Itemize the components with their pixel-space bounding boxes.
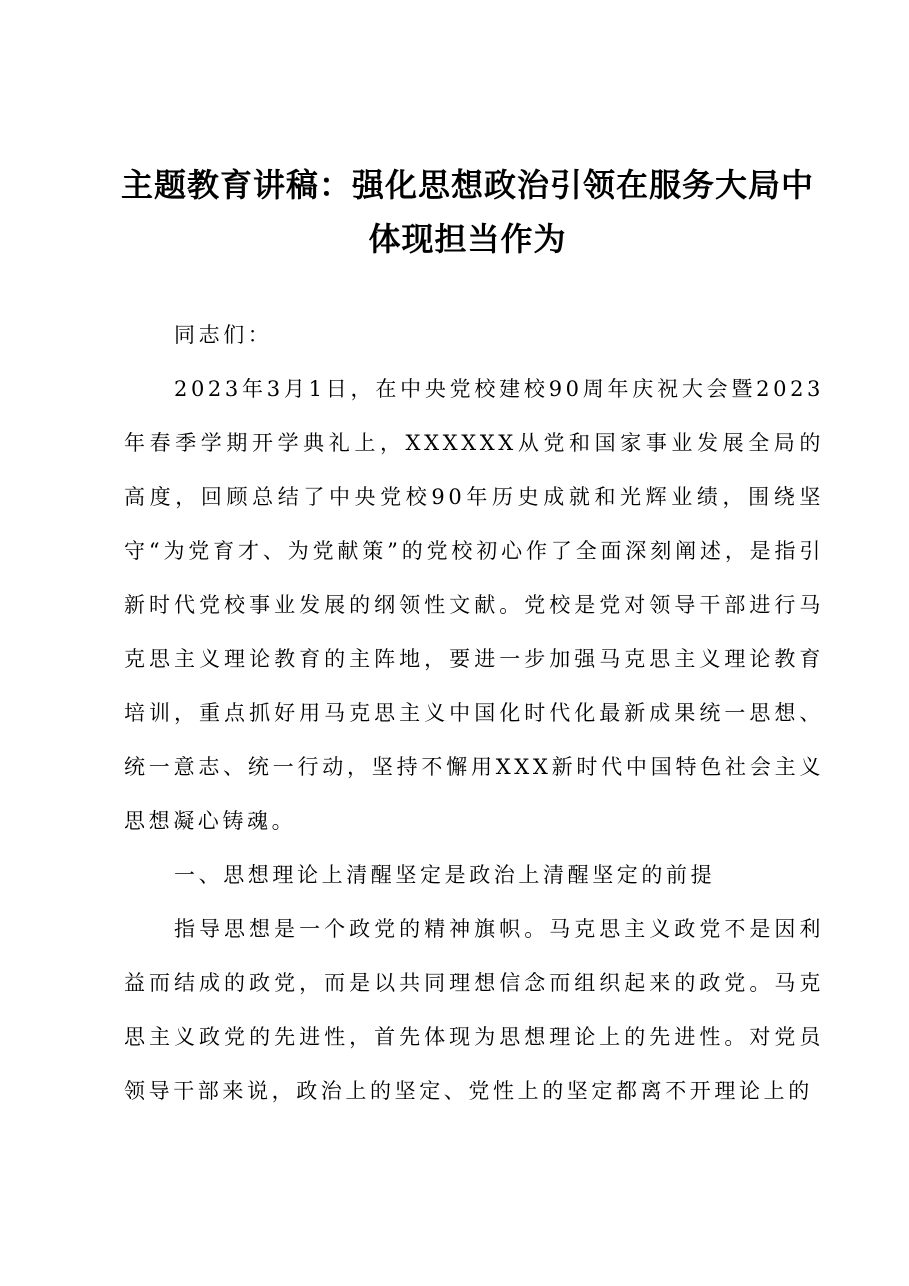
document-title-line-2: 体现担当作为 — [368, 220, 567, 258]
section-heading-1: 一、思想理论上清醒坚定是政治上清醒坚定的前提 — [174, 863, 716, 887]
paragraph-1: 2023年3月1日，在中央党校建校90周年庆祝大会暨2023年春季学期开学典礼上，XXXXXX从党和国家事业发展全局的高度，回顾总结了中央党校90年历史成就和光辉业绩，围绕坚守“为党育才、为党献策”的党校初心作了全面深刻阐述，是指引新时代党校事业发展的纲领性文献。党校是党对领导干部进行马克思主义理论教育的主阵地，要进一步加强马克思主义理论教育培训，重点抓好用马克思主义中国化时代化最新成果统一思想、统一意志、统一行动，坚持不懈用XXX新时代中国特色社会主义思想凝心铸魂。 — [124, 377, 824, 833]
document-title-line-1: 主题教育讲稿：强化思想政治引领在服务大局中 — [120, 166, 814, 204]
salutation: 同志们： — [174, 323, 273, 347]
paragraph-2: 指导思想是一个政党的精神旗帜。马克思主义政党不是因利益而结成的政党，而是以共同理想信念而组织起来的政党。马克思主义政党的先进性，首先体现为思想理论上的先进性。对党员领导干部来说，政治上的坚定、党性上的坚定都离不开理论上的 — [124, 917, 824, 1103]
